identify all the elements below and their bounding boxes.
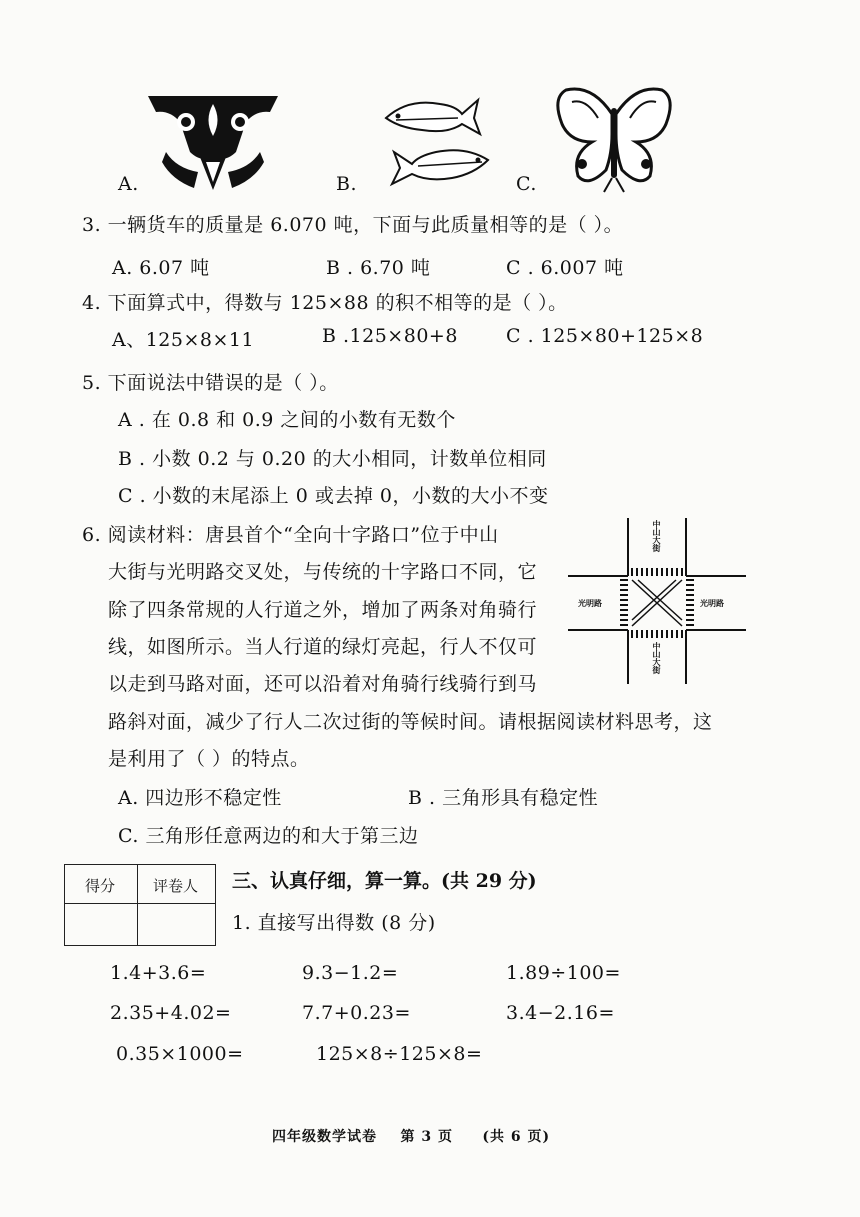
question-6-line-1: 6. 阅读材料：唐县首个“全向十字路口”位于中山 (82, 524, 499, 546)
question-3-option-b: B . 6.70 吨 (326, 257, 431, 279)
score-table-col-score: 得分 (85, 877, 116, 895)
question-6-option-c: C. 三角形任意两边的和大于第三边 (118, 825, 419, 847)
question-3-option-a: A. 6.07 吨 (112, 257, 210, 279)
question-4-option-a: A、125×8×11 (112, 329, 255, 351)
calc-item: 0.35×1000= (116, 1043, 244, 1065)
question-3-option-c: C . 6.007 吨 (506, 257, 624, 279)
question-5-stem: 5. 下面说法中错误的是（ ）。 (82, 372, 339, 394)
score-table-col-grader: 评卷人 (153, 877, 199, 895)
section-3-subquestion-1: 1. 直接写出得数 (8 分) (232, 912, 436, 934)
score-table (64, 864, 216, 946)
page-footer: 四年级数学试卷 第 3 页 (共 6 页) (272, 1129, 551, 1145)
paper-cut-pattern-icon (146, 92, 280, 192)
grader-input-cell[interactable] (141, 907, 211, 941)
intersection-diagram (568, 518, 746, 684)
question-6-line-6: 路斜对面，减少了行人二次过街的等候时间。请根据阅读材料思考，这 (108, 711, 713, 733)
road-label-left: 光明路 (578, 598, 602, 608)
figure-option-c-label: C. (516, 173, 537, 195)
road-label-right: 光明路 (700, 598, 724, 608)
road-label-bottom: 中山大街 (652, 642, 662, 674)
question-4-stem: 4. 下面算式中，得数与 125×88 的积不相等的是（ ）。 (82, 292, 568, 314)
question-5-option-b: B . 小数 0.2 与 0.20 的大小相同，计数单位相同 (118, 448, 547, 470)
question-5-option-a: A . 在 0.8 和 0.9 之间的小数有无数个 (118, 409, 456, 431)
road-label-top: 中山大街 (652, 520, 662, 552)
question-6-line-7: 是利用了（ ）的特点。 (108, 748, 310, 770)
question-6-line-5: 以走到马路对面，还可以沿着对角骑行线骑行到马 (108, 673, 538, 695)
question-4-option-b: B .125×80+8 (322, 325, 458, 347)
calc-item: 1.89÷100= (506, 962, 621, 984)
question-6-line-3: 除了四条常规的人行道之外，增加了两条对角骑行 (108, 599, 538, 621)
question-4-option-c: C . 125×80+125×8 (506, 325, 704, 347)
calc-item: 9.3−1.2= (302, 962, 399, 984)
butterfly-icon (552, 84, 676, 194)
score-input-cell[interactable] (67, 907, 133, 941)
two-fish-icon (378, 90, 496, 190)
question-3-stem: 3. 一辆货车的质量是 6.070 吨，下面与此质量相等的是（ ）。 (82, 214, 624, 236)
question-6-line-2: 大街与光明路交叉处，与传统的十字路口不同，它 (108, 561, 538, 583)
calc-item: 1.4+3.6= (110, 962, 207, 984)
calc-item: 125×8÷125×8= (316, 1043, 483, 1065)
figure-option-a-label: A. (118, 173, 139, 195)
question-6-option-b: B . 三角形具有稳定性 (408, 787, 599, 809)
question-5-option-c: C . 小数的末尾添上 0 或去掉 0，小数的大小不变 (118, 485, 549, 507)
question-6-line-4: 线，如图所示。当人行道的绿灯亮起，行人不仅可 (108, 636, 538, 658)
calc-item: 7.7+0.23= (302, 1002, 411, 1024)
question-6-option-a: A. 四边形不稳定性 (118, 787, 282, 809)
calc-item: 3.4−2.16= (506, 1002, 615, 1024)
section-3-title: 三、认真仔细，算一算。(共 29 分) (232, 870, 537, 892)
calc-item: 2.35+4.02= (110, 1002, 232, 1024)
figure-option-b-label: B. (336, 173, 358, 195)
